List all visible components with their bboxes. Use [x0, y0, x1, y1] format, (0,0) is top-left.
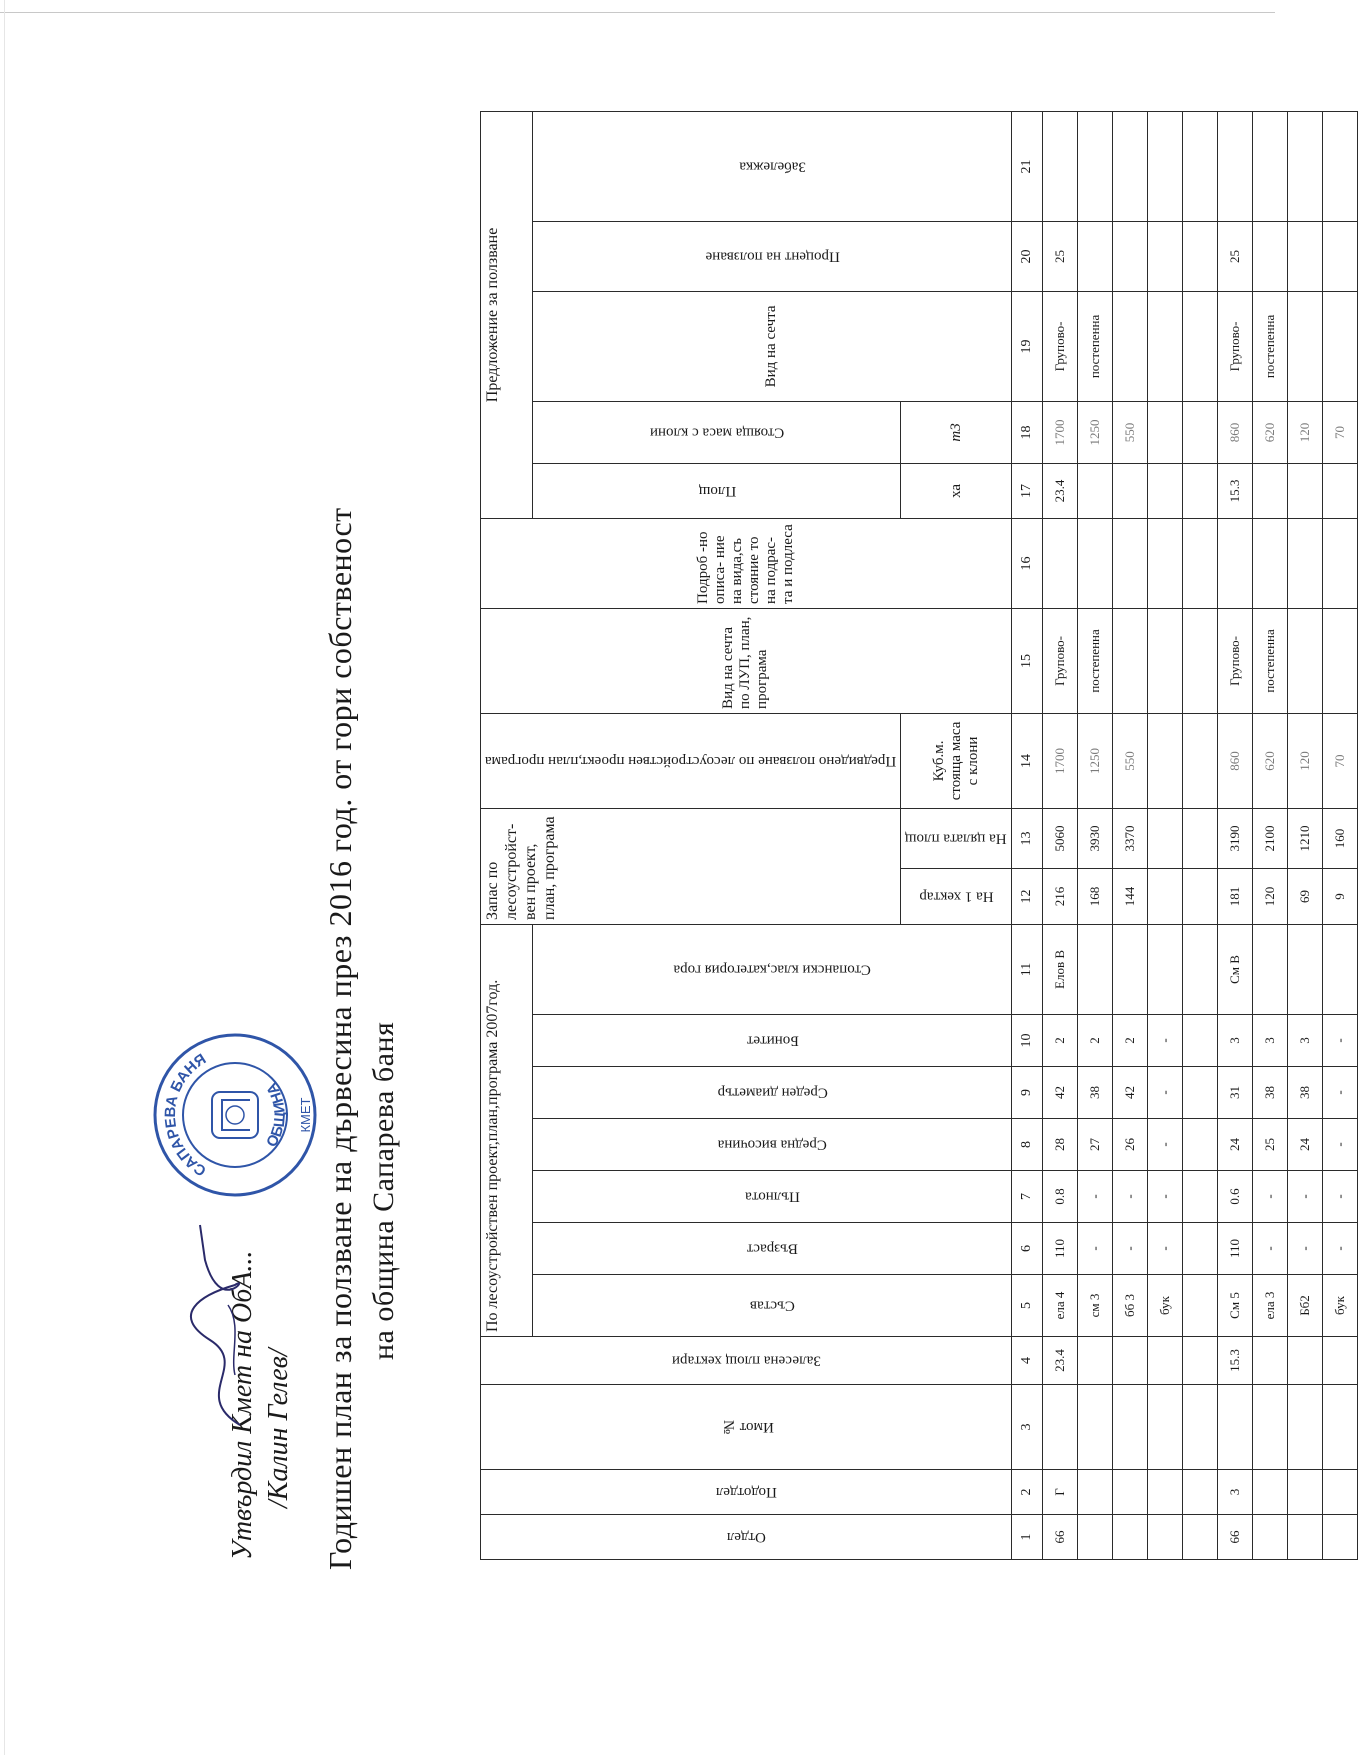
table-row [1287, 111, 1322, 1559]
header-unit-ha: ха [901, 463, 1012, 518]
signature-icon [180, 1215, 260, 1435]
table-cell [1112, 221, 1147, 291]
header-unit-m3: m3 [901, 401, 1012, 463]
table-cell [1252, 518, 1287, 608]
table-cell [1217, 1385, 1252, 1470]
table-cell [1182, 808, 1217, 868]
title-line-2: на община Сапарева баня [367, 1021, 400, 1360]
table-cell: 23.4 [1042, 463, 1077, 518]
table-cell [1252, 924, 1287, 1014]
table-cell: Групово- [1042, 608, 1077, 713]
header-otdel: Отдел [481, 1515, 1012, 1560]
table-cell [1147, 463, 1182, 518]
table-cell: 3370 [1112, 808, 1147, 868]
table-cell: 66 [1042, 1515, 1077, 1560]
table-row [1042, 111, 1077, 1559]
table-cell [1182, 1275, 1217, 1337]
page-subtitle [365, 460, 403, 1360]
table-cell: - [1322, 1223, 1357, 1275]
table-cell [1322, 1385, 1357, 1470]
table-cell: - [1252, 1223, 1287, 1275]
column-number-cell: 15 [1011, 608, 1042, 713]
table-row [1322, 111, 1357, 1559]
table-cell: - [1147, 1119, 1182, 1171]
table-cell [1182, 868, 1217, 924]
scan-top-edge [0, 12, 1275, 13]
column-number-cell: 21 [1011, 111, 1042, 221]
table-cell: 3 [1217, 1470, 1252, 1515]
table-cell [1147, 1385, 1182, 1470]
table-cell [1042, 518, 1077, 608]
table-cell [1287, 924, 1322, 1014]
header-plosht: Площ [533, 463, 901, 518]
table-cell [1322, 111, 1357, 221]
table-cell [1252, 1470, 1287, 1515]
table-cell: 26 [1112, 1119, 1147, 1171]
table-cell: 110 [1042, 1223, 1077, 1275]
table-cell [1287, 1337, 1322, 1385]
column-number-cell: 12 [1011, 868, 1042, 924]
table-cell [1322, 1470, 1357, 1515]
table-cell [1147, 1337, 1182, 1385]
table-cell [1182, 1385, 1217, 1470]
header-klas: Стопански клас,категория гора [533, 924, 1012, 1014]
header-group-lup: По лесоустройствен проект,план,програма 2007год. [481, 924, 533, 1336]
table-cell: 23.4 [1042, 1337, 1077, 1385]
table-cell: 38 [1252, 1067, 1287, 1119]
table-cell [1322, 291, 1357, 401]
table-cell [1252, 221, 1287, 291]
approval-line-mayor: Утвърдил Кмет на ОбА... [227, 1250, 258, 1560]
table-cell: 620 [1252, 401, 1287, 463]
table-cell: см 3 [1077, 1275, 1112, 1337]
table-cell: Елов В [1042, 924, 1077, 1014]
table-row [1077, 111, 1112, 1559]
table-cell [1182, 401, 1217, 463]
table-cell: 550 [1112, 713, 1147, 808]
table-cell [1077, 463, 1112, 518]
table-cell: 31 [1217, 1067, 1252, 1119]
table-cell: 1250 [1077, 713, 1112, 808]
table-cell: - [1287, 1171, 1322, 1223]
header-sastav: Състав [533, 1275, 1012, 1337]
table-cell [1287, 518, 1322, 608]
table-cell: - [1147, 1015, 1182, 1067]
header-diametar: Среден диаметър [533, 1067, 1012, 1119]
header-zabelejka: Забележка [533, 111, 1012, 221]
table-cell [1042, 111, 1077, 221]
table-cell [1182, 1171, 1217, 1223]
table-cell: - [1147, 1171, 1182, 1223]
table-cell: 42 [1112, 1067, 1147, 1119]
column-number-cell: 7 [1011, 1171, 1042, 1223]
table-cell [1147, 608, 1182, 713]
table-cell: 3 [1252, 1015, 1287, 1067]
table-cell [1112, 1337, 1147, 1385]
table-cell: - [1252, 1171, 1287, 1223]
table-cell: постепенна [1252, 291, 1287, 401]
municipal-stamp-icon [150, 1030, 320, 1200]
table-cell: - [1077, 1223, 1112, 1275]
table-cell: Групово- [1217, 608, 1252, 713]
table-row [1147, 111, 1182, 1559]
table-cell: 15.3 [1217, 463, 1252, 518]
table-cell [1147, 111, 1182, 221]
header-bonitet: Бонитет [533, 1015, 1012, 1067]
table-cell: постепенна [1077, 291, 1112, 401]
header-group-zapas: Запас по лесоустройст-вен проект, план, програма [481, 808, 901, 924]
column-number-cell: 16 [1011, 518, 1042, 608]
header-na1ha: На 1 хектар [901, 868, 1012, 924]
table-cell: Групово- [1217, 291, 1252, 401]
table-cell: Групово- [1042, 291, 1077, 401]
header-podotdel: Подотдел [481, 1470, 1012, 1515]
table-cell [1112, 608, 1147, 713]
table-cell: - [1147, 1223, 1182, 1275]
table-cell: 3190 [1217, 808, 1252, 868]
table-cell [1182, 1119, 1217, 1171]
column-number-cell: 8 [1011, 1119, 1042, 1171]
table-cell [1287, 1470, 1322, 1515]
table-cell: - [1322, 1067, 1357, 1119]
table-cell: - [1322, 1015, 1357, 1067]
table-cell [1077, 1385, 1112, 1470]
table-cell: постепенна [1252, 608, 1287, 713]
stamp-ring-bottom: ОБЩИНА [263, 1079, 290, 1151]
header-vid-secha-lup: Вид на сечта по ЛУП, план, програма [481, 608, 1012, 713]
table-cell [1077, 1515, 1112, 1560]
header-vid-secha: Вид на сечта [533, 291, 1012, 401]
approval-line-name: /Калин Гелев/ [263, 1348, 294, 1508]
column-number-cell: 17 [1011, 463, 1042, 518]
table-cell [1287, 111, 1322, 221]
harvest-plan-table [480, 111, 1358, 1560]
table-cell: 38 [1077, 1067, 1112, 1119]
table-cell [1322, 463, 1357, 518]
table-cell [1112, 1470, 1147, 1515]
table-cell [1182, 713, 1217, 808]
table-cell [1182, 291, 1217, 401]
table-cell: 0.8 [1042, 1171, 1077, 1223]
column-number-cell: 2 [1011, 1470, 1042, 1515]
table-cell: См В [1217, 924, 1252, 1014]
table-cell: Бб2 [1287, 1275, 1322, 1337]
table-cell [1147, 518, 1182, 608]
table-cell: 2 [1112, 1015, 1147, 1067]
table-cell [1077, 924, 1112, 1014]
table-cell [1182, 1337, 1217, 1385]
table-cell: ела 4 [1042, 1275, 1077, 1337]
column-number-cell: 11 [1011, 924, 1042, 1014]
table-cell: 28 [1042, 1119, 1077, 1171]
table-cell: 1210 [1287, 808, 1322, 868]
table-cell [1252, 1337, 1287, 1385]
table-cell [1147, 924, 1182, 1014]
column-number-cell: 20 [1011, 221, 1042, 291]
header-stoyashta: Стояща маса с клони [533, 401, 901, 463]
header-imot: Имот № [481, 1385, 1012, 1470]
table-cell [1182, 1067, 1217, 1119]
table-cell: 120 [1287, 401, 1322, 463]
table-cell [1322, 221, 1357, 291]
table-cell [1322, 608, 1357, 713]
table-cell: 1250 [1077, 401, 1112, 463]
table-cell [1182, 463, 1217, 518]
table-cell: 25 [1217, 221, 1252, 291]
column-number-cell: 10 [1011, 1015, 1042, 1067]
table-cell [1322, 1515, 1357, 1560]
table-cell [1112, 291, 1147, 401]
table-cell [1182, 111, 1217, 221]
table-cell [1252, 1515, 1287, 1560]
table-cell: 2 [1077, 1015, 1112, 1067]
table-cell: 24 [1287, 1119, 1322, 1171]
table-row [1112, 111, 1147, 1559]
header-group-predlojenie: Предложение за ползване [481, 111, 533, 518]
table-cell [1112, 1385, 1147, 1470]
table-cell [1182, 1015, 1217, 1067]
table-cell [1182, 221, 1217, 291]
table-body [1042, 111, 1357, 1559]
table-cell: 66 [1217, 1515, 1252, 1560]
table-cell [1217, 518, 1252, 608]
table-cell: 70 [1322, 713, 1357, 808]
svg-text:ОБЩИНА [263, 1080, 289, 1150]
table-cell: 3 [1287, 1015, 1322, 1067]
table-cell [1147, 808, 1182, 868]
table-cell: - [1112, 1223, 1147, 1275]
table-cell: 69 [1287, 868, 1322, 924]
table-cell: 42 [1042, 1067, 1077, 1119]
header-predvideno: Предвидено ползване по лесоустройствен проект,план програма [481, 713, 901, 808]
table-cell: ела 3 [1252, 1275, 1287, 1337]
table-cell [1287, 608, 1322, 713]
table-cell [1287, 463, 1322, 518]
table-cell: 216 [1042, 868, 1077, 924]
header-vazrast: Възраст [533, 1223, 1012, 1275]
table-cell [1287, 1515, 1322, 1560]
table-cell: - [1322, 1119, 1357, 1171]
header-procent: Процент на ползване [533, 221, 1012, 291]
table-cell [1147, 1470, 1182, 1515]
table-cell: 181 [1217, 868, 1252, 924]
table-cell [1112, 111, 1147, 221]
table-cell [1042, 1385, 1077, 1470]
table-cell [1147, 221, 1182, 291]
table-cell: 70 [1322, 401, 1357, 463]
column-number-cell: 1 [1011, 1515, 1042, 1560]
table-cell: 620 [1252, 713, 1287, 808]
table-cell: 1700 [1042, 713, 1077, 808]
table-cell: 38 [1287, 1067, 1322, 1119]
column-number-row-cells [1011, 111, 1042, 1559]
header-visochina: Средна височина [533, 1119, 1012, 1171]
header-area: Залесена площ хектари [481, 1337, 1012, 1385]
table-cell [1252, 111, 1287, 221]
table-cell: 9 [1322, 868, 1357, 924]
table-cell: 2 [1042, 1015, 1077, 1067]
table-cell: 144 [1112, 868, 1147, 924]
table-cell: См 5 [1217, 1275, 1252, 1337]
table-cell: - [1147, 1067, 1182, 1119]
table-cell [1077, 221, 1112, 291]
table-cell [1182, 1223, 1217, 1275]
table-cell: 110 [1217, 1223, 1252, 1275]
column-number-cell: 5 [1011, 1275, 1042, 1337]
table-cell: Г [1042, 1470, 1077, 1515]
table-cell: 0.6 [1217, 1171, 1252, 1223]
column-number-cell: 4 [1011, 1337, 1042, 1385]
table-cell: 25 [1042, 221, 1077, 291]
table-cell [1077, 518, 1112, 608]
column-number-cell: 3 [1011, 1385, 1042, 1470]
stamp-label-kmet: КМЕТ [298, 1097, 313, 1133]
stamp-ring-top: САПАРЕВА БАНЯ [161, 1050, 210, 1180]
table-cell [1112, 463, 1147, 518]
table-cell: 3 [1217, 1015, 1252, 1067]
table-cell [1217, 111, 1252, 221]
table-cell [1147, 713, 1182, 808]
table-cell [1077, 1337, 1112, 1385]
table-cell [1112, 924, 1147, 1014]
table-cell [1322, 1337, 1357, 1385]
title-line-1: Годишен план за ползване на дървесина през 2016 год. от гори собственост [322, 507, 358, 1570]
table-cell [1287, 221, 1322, 291]
table-cell: 120 [1252, 868, 1287, 924]
header-podrobno: Подроб -но описа- ние на вида,съ стояние то на подрас- та и подлеса [481, 518, 1012, 608]
table-row [1182, 111, 1217, 1559]
table-row [1252, 111, 1287, 1559]
table-cell [1147, 1515, 1182, 1560]
header-kubm: Куб.м. стояща маса с клони [901, 713, 1012, 808]
table-cell [1252, 1385, 1287, 1470]
column-number-row [1011, 111, 1042, 1559]
table-cell [1287, 1385, 1322, 1470]
table-cell: - [1322, 1171, 1357, 1223]
column-number-cell: 6 [1011, 1223, 1042, 1275]
column-number-cell: 13 [1011, 808, 1042, 868]
table-cell [1182, 924, 1217, 1014]
table-cell [1322, 924, 1357, 1014]
table-cell [1147, 868, 1182, 924]
table-cell: 860 [1217, 401, 1252, 463]
table-cell: 2100 [1252, 808, 1287, 868]
header-row-groups [481, 111, 533, 1559]
header-paltnota: Пълнота [533, 1171, 1012, 1223]
table-cell [1322, 518, 1357, 608]
table-cell [1182, 1515, 1217, 1560]
table-cell [1182, 1470, 1217, 1515]
table-cell: - [1287, 1223, 1322, 1275]
table-cell: бук [1147, 1275, 1182, 1337]
table-cell [1112, 1515, 1147, 1560]
document-sheet [130, 70, 1347, 1720]
table-cell: 168 [1077, 868, 1112, 924]
table-cell: 1700 [1042, 401, 1077, 463]
column-number-cell: 14 [1011, 713, 1042, 808]
table-cell: 550 [1112, 401, 1147, 463]
table-cell: - [1112, 1171, 1147, 1223]
table-cell: 25 [1252, 1119, 1287, 1171]
table-cell: 24 [1217, 1119, 1252, 1171]
table-cell [1287, 291, 1322, 401]
table-cell: - [1077, 1171, 1112, 1223]
column-number-cell: 9 [1011, 1067, 1042, 1119]
page-title [320, 70, 360, 1570]
column-number-cell: 19 [1011, 291, 1042, 401]
table-cell [1182, 518, 1217, 608]
table-cell: 160 [1322, 808, 1357, 868]
table-cell: 860 [1217, 713, 1252, 808]
table-cell: 120 [1287, 713, 1322, 808]
table-cell [1077, 111, 1112, 221]
table-cell [1147, 291, 1182, 401]
table-cell [1182, 608, 1217, 713]
table-cell [1077, 1470, 1112, 1515]
table-cell [1147, 401, 1182, 463]
table-cell: 27 [1077, 1119, 1112, 1171]
header-nacyalata: На цялата площ [901, 808, 1012, 868]
column-number-cell: 18 [1011, 401, 1042, 463]
table-cell: 15.3 [1217, 1337, 1252, 1385]
scan-left-edge [4, 0, 5, 1755]
table-row [1217, 111, 1252, 1559]
table-cell: бук [1322, 1275, 1357, 1337]
table-cell: 3930 [1077, 808, 1112, 868]
table-cell [1112, 518, 1147, 608]
table-cell [1252, 463, 1287, 518]
table-cell: постепенна [1077, 608, 1112, 713]
table-cell: 5060 [1042, 808, 1077, 868]
table-cell: бб 3 [1112, 1275, 1147, 1337]
